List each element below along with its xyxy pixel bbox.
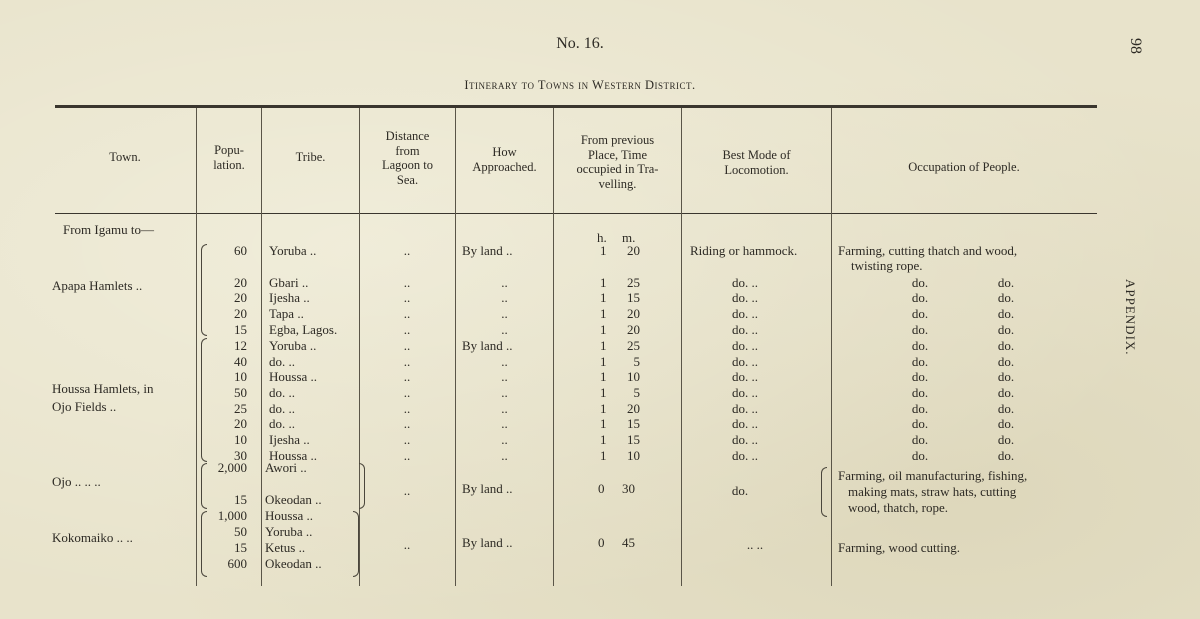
column-divider (831, 108, 832, 586)
table-top-rule (55, 105, 1097, 108)
distance-cell: .. (403, 338, 411, 353)
locomotion-cell: do. .. (732, 275, 758, 290)
minutes-cell: 20 (627, 401, 640, 416)
town-kokomaiko: Kokomaiko .. .. (52, 530, 133, 545)
kokomaiko-pop-3: 15 (234, 540, 247, 555)
population-cell: 30 (234, 448, 247, 463)
minutes-cell: 20 (627, 243, 640, 258)
locomotion-cell: do. .. (732, 290, 758, 305)
header-distance: Distance from Lagoon to Sea. (381, 129, 434, 187)
header-time: From previous Place, Time occupied in Tra- velling. (576, 133, 659, 191)
distance-cell: .. (403, 306, 411, 321)
minutes-cell: 10 (627, 369, 640, 384)
tribe-cell: Gbari .. (269, 275, 309, 290)
occupation-cell: do. (911, 275, 929, 290)
kokomaiko-distance: .. (403, 537, 411, 552)
occupation-cell: do. (911, 401, 929, 416)
appendix-side-label: APPENDIX. (1123, 279, 1138, 356)
occupation-cell: do. (911, 369, 929, 384)
occupation-cell-secondary: do. (997, 290, 1015, 305)
occupation-cell-secondary: do. (997, 416, 1015, 431)
hours-cell: 1 (600, 275, 607, 290)
kokomaiko-locomotion: .. .. (746, 537, 764, 552)
minutes-cell: 25 (627, 338, 640, 353)
hours-cell: 1 (600, 448, 607, 463)
town-apapa-hamlets: Apapa Hamlets .. (52, 278, 143, 293)
hours-cell: 1 (600, 401, 607, 416)
occupation-cell: do. (911, 306, 929, 321)
tribe-cell: Egba, Lagos. (269, 322, 338, 337)
hours-cell: 1 (600, 290, 607, 305)
population-cell: 20 (234, 290, 247, 305)
approached-cell: .. (501, 401, 508, 416)
locomotion-cell: do. .. (732, 306, 758, 321)
ojo-minutes: 30 (622, 481, 635, 496)
ojo-occupation-3: wood, thatch, rope. (848, 500, 949, 515)
occupation-cell-secondary: do. (997, 401, 1015, 416)
occupation-cell: do. (911, 322, 929, 337)
header-tribe: Tribe. (295, 150, 326, 164)
ojo-distance: .. (403, 483, 411, 498)
page-number: 98 (1127, 38, 1144, 54)
document-title: Itinerary to Towns in Western District. (464, 78, 696, 92)
kokomaiko-tribe-4: Okeodan .. (265, 556, 322, 571)
locomotion-cell: do. .. (732, 432, 758, 447)
hours-cell: 1 (600, 243, 607, 258)
occupation-cell-secondary: do. (997, 448, 1015, 463)
minutes-cell: 5 (633, 354, 640, 369)
header-town: Town. (109, 150, 141, 164)
distance-cell: .. (403, 401, 411, 416)
population-cell: 10 (234, 432, 247, 447)
hours-cell: 1 (600, 306, 607, 321)
distance-cell: .. (403, 275, 411, 290)
from-igamu-label: From Igamu to— (63, 222, 154, 237)
minutes-cell: 15 (627, 290, 640, 305)
approached-cell: .. (501, 322, 508, 337)
column-divider (681, 108, 682, 586)
kokomaiko-minutes: 45 (622, 535, 635, 550)
population-cell: 20 (234, 416, 247, 431)
approached-cell: .. (501, 354, 508, 369)
locomotion-cell: Riding or hammock. (690, 243, 798, 258)
population-cell: 60 (234, 243, 247, 258)
occupation-cell: do. (911, 432, 929, 447)
hours-cell: 1 (600, 354, 607, 369)
locomotion-cell: do. .. (732, 401, 758, 416)
tribe-cell: Tapa .. (269, 306, 304, 321)
tribe-cell: do. .. (269, 385, 295, 400)
distance-cell: .. (403, 290, 411, 305)
column-divider (455, 108, 456, 586)
tribe-cell: Ijesha .. (269, 432, 310, 447)
minutes-cell: 10 (627, 448, 640, 463)
kokomaiko-approached: By land .. (462, 535, 513, 550)
population-cell: 10 (234, 369, 247, 384)
occupation-cell-secondary: do. (997, 369, 1015, 384)
tribe-cell: Yoruba .. (269, 338, 317, 353)
occupation-cell: Farming, cutting thatch and wood, (838, 243, 1018, 258)
distance-cell: .. (403, 322, 411, 337)
tribe-cell: Yoruba .. (269, 243, 317, 258)
minutes-cell: 15 (627, 432, 640, 447)
ojo-locomotion: do. (731, 483, 749, 498)
header-occupation: Occupation of People. (908, 160, 1020, 174)
hours-cell: 1 (600, 416, 607, 431)
occupation-cell-secondary: do. (997, 275, 1015, 290)
locomotion-cell: do. .. (732, 354, 758, 369)
ojo-tribe-2: Okeodan .. (265, 492, 322, 507)
town-ojo: Ojo .. .. .. (52, 474, 101, 489)
town-houssa-hamlets: Houssa Hamlets, in (52, 381, 154, 396)
occupation-cell-secondary: do. (997, 306, 1015, 321)
column-divider (196, 108, 197, 586)
occupation-cell: do. (911, 416, 929, 431)
ojo-occupation-2: making mats, straw hats, cutting (848, 484, 1017, 499)
approached-cell: By land .. (462, 338, 513, 353)
occupation-cell-secondary: do. (997, 385, 1015, 400)
kokomaiko-pop-2: 50 (234, 524, 247, 539)
tribe-cell: do. .. (269, 416, 295, 431)
brace-ojo-occupation (821, 467, 827, 517)
occupation-cell-secondary: do. (997, 322, 1015, 337)
tribe-cell: do. .. (269, 401, 295, 416)
approached-cell: .. (501, 306, 508, 321)
header-population: Popu- lation. (213, 143, 245, 172)
approached-cell: .. (501, 369, 508, 384)
distance-cell: .. (403, 385, 411, 400)
locomotion-cell: do. .. (732, 338, 758, 353)
kokomaiko-tribe-1: Houssa .. (265, 508, 314, 523)
distance-cell: .. (403, 416, 411, 431)
population-cell: 50 (234, 385, 247, 400)
occupation-cell-secondary: do. (997, 354, 1015, 369)
town-houssa-hamlets-line2: Ojo Fields .. (52, 399, 117, 414)
header-locomotion: Best Mode of Locomotion. (722, 148, 791, 177)
kokomaiko-occupation: Farming, wood cutting. (838, 540, 961, 555)
hours-cell: 1 (600, 385, 607, 400)
approached-cell: .. (501, 275, 508, 290)
minutes-cell: 15 (627, 416, 640, 431)
kokomaiko-hours: 0 (598, 535, 605, 550)
hours-cell: 1 (600, 369, 607, 384)
kokomaiko-tribe-2: Yoruba .. (265, 524, 313, 539)
locomotion-cell: do. .. (732, 448, 758, 463)
distance-cell: .. (403, 432, 411, 447)
distance-cell: .. (403, 354, 411, 369)
occupation-cell: do. (911, 290, 929, 305)
tribe-cell: Ijesha .. (269, 290, 310, 305)
population-cell: 25 (234, 401, 247, 416)
hours-cell: 1 (600, 338, 607, 353)
distance-cell: .. (403, 369, 411, 384)
tribe-cell: Houssa .. (269, 369, 318, 384)
occupation-cell-continued: twisting rope. (851, 258, 923, 273)
minutes-cell: 5 (633, 385, 640, 400)
distance-cell: .. (403, 448, 411, 463)
header-approached: How Approached. (472, 145, 537, 174)
occupation-cell: do. (911, 338, 929, 353)
time-unit-minutes: m. (622, 230, 636, 245)
document-number: No. 16. (556, 35, 604, 52)
kokomaiko-pop-1: 1,000 (217, 508, 247, 523)
ojo-occupation-1: Farming, oil manufacturing, fishing, (838, 468, 1028, 483)
kokomaiko-pop-4: 600 (227, 556, 247, 571)
occupation-cell: do. (911, 385, 929, 400)
hours-cell: 1 (600, 432, 607, 447)
ojo-hours: 0 (598, 481, 605, 496)
tribe-cell: do. .. (269, 354, 295, 369)
locomotion-cell: do. .. (732, 369, 758, 384)
minutes-cell: 20 (627, 306, 640, 321)
minutes-cell: 20 (627, 322, 640, 337)
ojo-tribe-1: Awori .. (265, 460, 307, 475)
kokomaiko-tribe-3: Ketus .. (265, 540, 306, 555)
occupation-cell: do. (911, 354, 929, 369)
time-unit-hours: h. (597, 230, 607, 245)
column-divider (359, 108, 360, 586)
population-cell: 40 (234, 354, 247, 369)
locomotion-cell: do. .. (732, 416, 758, 431)
ojo-approached: By land .. (462, 481, 513, 496)
minutes-cell: 25 (627, 275, 640, 290)
population-cell: 20 (234, 306, 247, 321)
occupation-cell-secondary: do. (997, 338, 1015, 353)
occupation-cell-secondary: do. (997, 432, 1015, 447)
population-cell: 20 (234, 275, 247, 290)
approached-cell: .. (501, 432, 508, 447)
approached-cell: .. (501, 290, 508, 305)
approached-cell: .. (501, 385, 508, 400)
locomotion-cell: do. .. (732, 385, 758, 400)
column-divider (261, 108, 262, 586)
column-divider (553, 108, 554, 586)
population-cell: 12 (234, 338, 247, 353)
tribe-cell: Houssa .. (269, 448, 318, 463)
distance-cell: .. (403, 243, 411, 258)
brace-kokomaiko-tribes (353, 511, 359, 577)
approached-cell: .. (501, 416, 508, 431)
population-cell: 15 (234, 322, 247, 337)
ojo-pop-2: 15 (234, 492, 247, 507)
occupation-cell: do. (911, 448, 929, 463)
locomotion-cell: do. .. (732, 322, 758, 337)
header-bottom-rule (55, 213, 1097, 214)
ojo-pop-1: 2,000 (217, 460, 247, 475)
approached-cell: By land .. (462, 243, 513, 258)
approached-cell: .. (501, 448, 508, 463)
hours-cell: 1 (600, 322, 607, 337)
